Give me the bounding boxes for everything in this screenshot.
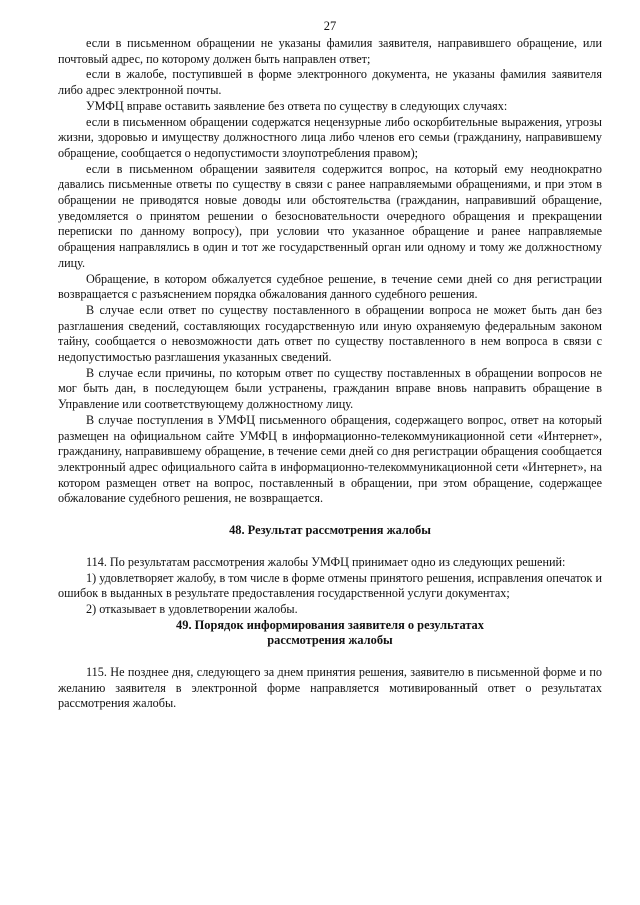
paragraph: 1) удовлетворяет жалобу, в том числе в форме отмены принятого решения, исправления опечаток и ошибок в выданных в результате предоставления государственной услуги документах; xyxy=(58,570,602,601)
paragraph: если в письменном обращении содержатся нецензурные либо оскорбительные выражения, угрозы жизни, здоровью и имуществу должностного лица либо членов его семьи (гражданину, направившему обращение, сообщается о недопустимости злоупотребления правом); xyxy=(58,114,602,160)
paragraph: 114. По результатам рассмотрения жалобы УМФЦ принимает одно из следующих решений: xyxy=(86,554,566,569)
paragraph: если в жалобе, поступившей в форме электронного документа, не указаны фамилия заявителя либо адрес электронной почты. xyxy=(58,67,602,98)
paragraph: 2) отказывает в удовлетворении жалобы. xyxy=(86,601,298,616)
section-heading-49-line-1: 49. Порядок информирования заявителя о результатах xyxy=(176,617,484,632)
paragraph: В случае поступления в УМФЦ письменного обращения, содержащего вопрос, ответ на который размещен на официальном сайте УМФЦ в информационно-телекоммуникационной сети «Интернет», гражданину, направившему обращение, в течение семи дней со дня регистрации обращения сообщается электронный адрес официального сайта в информационно-телекоммуникационной сети «Интернет», на котором размещен ответ на вопрос, поставленный в обращении, при этом обращение, содержащее обжалование судебного решения, не возвращается. xyxy=(58,412,602,506)
paragraph: 115. Не позднее дня, следующего за днем принятия решения, заявителю в письменной форме и по желанию заявителя в электронной форме направляется мотивированный ответ о результатах рассмотрения жалобы. xyxy=(58,665,602,711)
paragraph: если в письменном обращении заявителя содержится вопрос, на который ему неоднократно давались письменные ответы по существу в связи с ранее направляемыми обращениями, и при этом в обращении не приводятся новые доводы или обстоятельства (гражданин, направивший обращение, уведомляется о принятом решении о безосновательности очередного обращения и прекращении переписки по данному вопросу), при условии что указанное обращение и ранее направляемые обращения направлялись в один и тот же государственный орган или одному и тому же должностному лицу. xyxy=(58,161,602,270)
section-heading-48: 48. Результат рассмотрения жалобы xyxy=(229,523,431,538)
paragraph: В случае если причины, по которым ответ по существу поставленных в обращении вопросов не мог быть дан, в последующем были устранены, гражданин вправе вновь направить обращение в Управление или соответствующему должностному лицу. xyxy=(58,365,602,412)
paragraph: В случае если ответ по существу поставленного в обращении вопроса не может быть дан без разглашения сведений, составляющих государственную или иную охраняемую федеральным законом тайну, сообщается о невозможности дать ответ по существу поставленного в нем вопроса в связи с недопустимостью разглашения указанных сведений. xyxy=(58,302,602,365)
paragraph: Обращение, в котором обжалуется судебное решение, в течение семи дней со дня регистрации возвращается с разъяснением порядка обжалования данного судебного решения. xyxy=(58,271,602,302)
page-number: 27 xyxy=(323,19,337,33)
paragraph: если в письменном обращении не указаны фамилия заявителя, направившего обращение, или почтовый адрес, по которому должен быть направлен ответ; xyxy=(58,36,602,66)
section-heading-49-line-2: рассмотрения жалобы xyxy=(267,633,393,648)
paragraph: УМФЦ вправе оставить заявление без ответа по существу в следующих случаях: xyxy=(86,98,508,113)
